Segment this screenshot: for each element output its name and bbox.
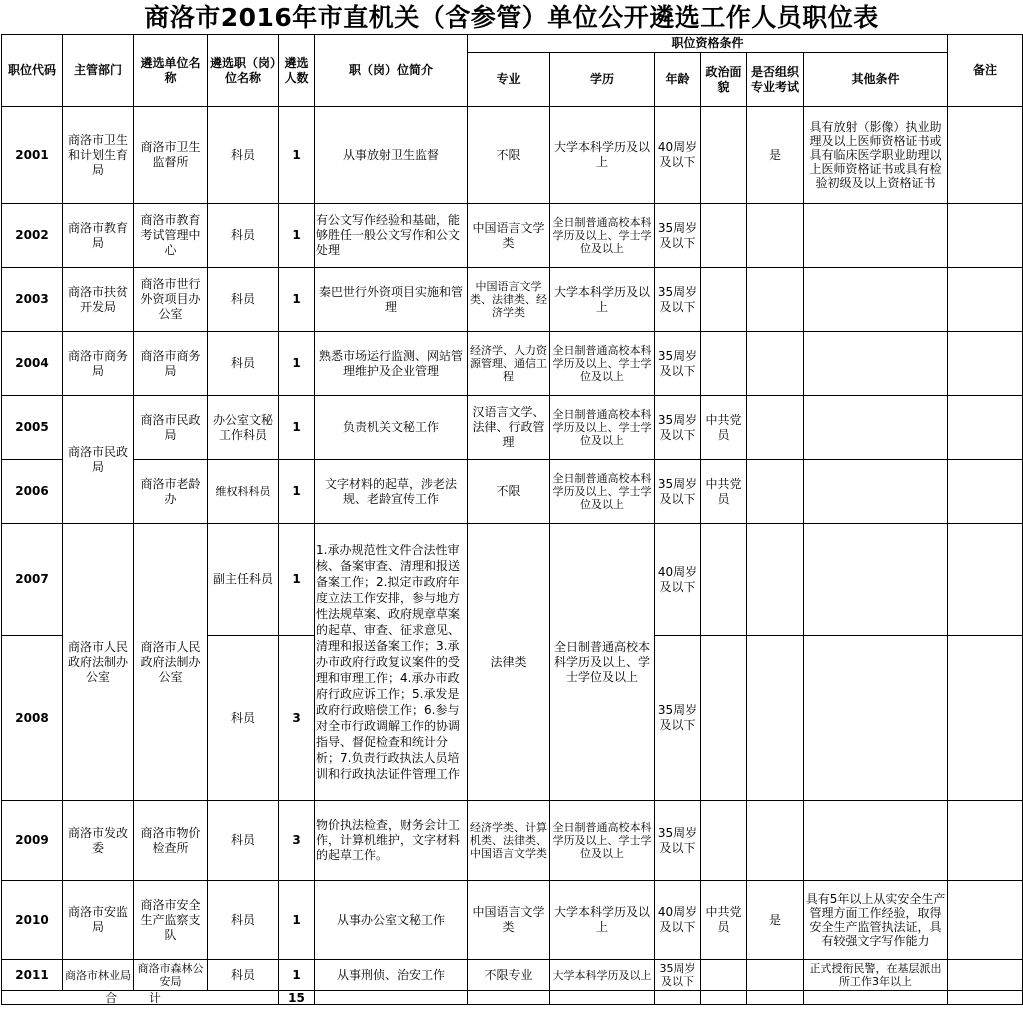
cell-education: 大学本科学历及以上 bbox=[550, 268, 655, 332]
cell-dept: 商洛市发改委 bbox=[63, 801, 134, 881]
cell-other bbox=[804, 204, 948, 268]
cell-dept: 商洛市林业局 bbox=[63, 960, 134, 991]
cell-remark bbox=[948, 460, 1023, 524]
header-qualification-group: 职位资格条件 bbox=[468, 35, 948, 53]
cell-education: 全日制普通高校本科学历及以上、学士学位及以上 bbox=[550, 396, 655, 460]
table-row bbox=[2, 107, 1023, 204]
cell-dept: 商洛市卫生和计划生育局 bbox=[63, 107, 134, 204]
cell-dept: 商洛市扶贫开发局 bbox=[63, 268, 134, 332]
cell-major: 不限 bbox=[468, 460, 550, 524]
cell-political bbox=[701, 636, 747, 801]
cell-remark bbox=[948, 396, 1023, 460]
total-empty-cell bbox=[747, 991, 804, 1005]
cell-age: 35周岁及以下 bbox=[655, 460, 701, 524]
cell-code: 2005 bbox=[2, 396, 63, 460]
cell-unit: 商洛市民政局 bbox=[134, 396, 208, 460]
cell-major: 汉语言文学、法律、行政管理 bbox=[468, 396, 550, 460]
cell-political bbox=[701, 268, 747, 332]
cell-intro: 文字材料的起草，涉老法规、老龄宣传工作 bbox=[315, 460, 468, 524]
cell-intro: 负责机关文秘工作 bbox=[315, 396, 468, 460]
table-row bbox=[2, 268, 1023, 332]
total-row bbox=[2, 991, 1023, 1005]
cell-other: 正式授衔民警，在基层派出所工作3年以上 bbox=[804, 960, 948, 991]
cell-count: 1 bbox=[279, 107, 315, 204]
page-title: 商洛市2016年市直机关（含参管）单位公开遴选工作人员职位表 bbox=[144, 3, 879, 32]
cell-code: 2010 bbox=[2, 881, 63, 960]
cell-count: 1 bbox=[279, 268, 315, 332]
cell-unit: 商洛市世行外资项目办公室 bbox=[134, 268, 208, 332]
cell-intro: 1.承办规范性文件合法性审核、备案审查、清理和报送备案工作；2.拟定市政府年度立法工作安排，参与地方性法规草案、政府规章草案的起草、审查、征求意见、清理和报送备案工作；3.承办市政府行政复议案件的受理和审理工作；4.承办市政府行政应诉工作；5.承发是政府行政赔偿工作；6.参与对全市行政调解工作的协调指导、督促检查和统计分析；7.负责行政执法人员培训和行政执法证件管理工作 bbox=[315, 524, 468, 801]
cell-unit: 商洛市商务局 bbox=[134, 332, 208, 396]
cell-count: 1 bbox=[279, 332, 315, 396]
cell-remark bbox=[948, 881, 1023, 960]
total-empty-cell bbox=[804, 991, 948, 1005]
cell-exam bbox=[747, 268, 804, 332]
table-row bbox=[2, 332, 1023, 396]
cell-remark bbox=[948, 801, 1023, 881]
cell-age: 35周岁及以下 bbox=[655, 960, 701, 991]
cell-code: 2011 bbox=[2, 960, 63, 991]
cell-code: 2002 bbox=[2, 204, 63, 268]
header-other: 其他条件 bbox=[804, 53, 948, 107]
cell-post: 维权科科员 bbox=[208, 460, 279, 524]
cell-count: 1 bbox=[279, 881, 315, 960]
cell-other bbox=[804, 636, 948, 801]
cell-remark bbox=[948, 332, 1023, 396]
cell-intro: 秦巴世行外资项目实施和管理 bbox=[315, 268, 468, 332]
cell-code: 2006 bbox=[2, 460, 63, 524]
cell-education: 全日制普通高校本科学历及以上、学士学位及以上 bbox=[550, 524, 655, 801]
header-unit: 遴选单位名称 bbox=[134, 35, 208, 107]
header-count: 遴选人数 bbox=[279, 35, 315, 107]
cell-post: 科员 bbox=[208, 636, 279, 801]
cell-intro: 从事办公室文秘工作 bbox=[315, 881, 468, 960]
cell-intro: 从事刑侦、治安工作 bbox=[315, 960, 468, 991]
cell-count: 1 bbox=[279, 204, 315, 268]
cell-major: 中国语言文学类 bbox=[468, 881, 550, 960]
cell-age: 40周岁及以下 bbox=[655, 881, 701, 960]
cell-exam bbox=[747, 524, 804, 636]
cell-major: 经济学类、计算机类、法律类、中国语言文学类 bbox=[468, 801, 550, 881]
cell-education: 大学本科学历及以上 bbox=[550, 881, 655, 960]
cell-count: 1 bbox=[279, 460, 315, 524]
cell-post: 科员 bbox=[208, 332, 279, 396]
cell-post: 科员 bbox=[208, 268, 279, 332]
cell-exam: 是 bbox=[747, 107, 804, 204]
cell-other: 具有5年以上从实安全生产管理方面工作经验，取得安全生产监管执法证，具有较强文字写作能力 bbox=[804, 881, 948, 960]
cell-other bbox=[804, 460, 948, 524]
cell-age: 35周岁及以下 bbox=[655, 801, 701, 881]
cell-unit: 商洛市教育考试管理中心 bbox=[134, 204, 208, 268]
cell-dept: 商洛市人民政府法制办公室 bbox=[63, 524, 134, 801]
cell-major: 法律类 bbox=[468, 524, 550, 801]
total-count: 15 bbox=[279, 991, 315, 1005]
cell-unit: 商洛市物价检查所 bbox=[134, 801, 208, 881]
cell-education: 大学本科学历及以上 bbox=[550, 107, 655, 204]
cell-remark bbox=[948, 960, 1023, 991]
cell-intro: 熟悉市场运行监测、网站管理维护及企业管理 bbox=[315, 332, 468, 396]
cell-age: 35周岁及以下 bbox=[655, 636, 701, 801]
cell-unit: 商洛市卫生监督所 bbox=[134, 107, 208, 204]
cell-political bbox=[701, 960, 747, 991]
cell-intro: 有公文写作经验和基础，能够胜任一般公文写作和公文处理 bbox=[315, 204, 468, 268]
cell-dept: 商洛市教育局 bbox=[63, 204, 134, 268]
cell-exam: 是 bbox=[747, 881, 804, 960]
cell-age: 35周岁及以下 bbox=[655, 268, 701, 332]
header-code: 职位代码 bbox=[2, 35, 63, 107]
total-empty-cell bbox=[701, 991, 747, 1005]
cell-political bbox=[701, 801, 747, 881]
cell-intro: 从事放射卫生监督 bbox=[315, 107, 468, 204]
cell-count: 1 bbox=[279, 524, 315, 636]
cell-education: 全日制普通高校本科学历及以上、学士学位及以上 bbox=[550, 460, 655, 524]
cell-exam bbox=[747, 460, 804, 524]
cell-major: 中国语言文学类 bbox=[468, 204, 550, 268]
cell-count: 3 bbox=[279, 801, 315, 881]
cell-post: 科员 bbox=[208, 801, 279, 881]
cell-code: 2008 bbox=[2, 636, 63, 801]
total-empty-cell bbox=[315, 991, 468, 1005]
cell-political bbox=[701, 332, 747, 396]
header-post: 遴选职（岗）位名称 bbox=[208, 35, 279, 107]
table-row bbox=[2, 460, 1023, 524]
cell-post: 办公室文秘工作科员 bbox=[208, 396, 279, 460]
header-dept: 主管部门 bbox=[63, 35, 134, 107]
cell-exam bbox=[747, 960, 804, 991]
header-political: 政治面貌 bbox=[701, 53, 747, 107]
cell-education: 全日制普通高校本科学历及以上、学士学位及以上 bbox=[550, 801, 655, 881]
cell-political bbox=[701, 204, 747, 268]
cell-political: 中共党员 bbox=[701, 396, 747, 460]
total-empty-cell bbox=[550, 991, 655, 1005]
table-row bbox=[2, 396, 1023, 460]
cell-post: 科员 bbox=[208, 881, 279, 960]
cell-dept: 商洛市商务局 bbox=[63, 332, 134, 396]
cell-post: 科员 bbox=[208, 204, 279, 268]
cell-code: 2001 bbox=[2, 107, 63, 204]
cell-remark bbox=[948, 524, 1023, 636]
cell-education: 大学本科学历及以上 bbox=[550, 960, 655, 991]
cell-dept: 商洛市民政局 bbox=[63, 396, 134, 524]
total-empty-cell bbox=[468, 991, 550, 1005]
cell-exam bbox=[747, 801, 804, 881]
table-row bbox=[2, 801, 1023, 881]
cell-unit: 商洛市安全生产监察支队 bbox=[134, 881, 208, 960]
cell-education: 全日制普通高校本科学历及以上、学士学位及以上 bbox=[550, 332, 655, 396]
cell-major: 经济学、人力资源管理、通信工程 bbox=[468, 332, 550, 396]
cell-count: 1 bbox=[279, 396, 315, 460]
table-row bbox=[2, 960, 1023, 991]
cell-major: 不限专业 bbox=[468, 960, 550, 991]
cell-age: 40周岁及以下 bbox=[655, 107, 701, 204]
total-empty-cell bbox=[948, 991, 1023, 1005]
cell-other bbox=[804, 524, 948, 636]
cell-code: 2003 bbox=[2, 268, 63, 332]
cell-intro: 物价执法检查，财务会计工作，计算机维护，文字材料的起草工作。 bbox=[315, 801, 468, 881]
cell-post: 科员 bbox=[208, 107, 279, 204]
header-remark: 备注 bbox=[948, 35, 1023, 107]
cell-post: 科员 bbox=[208, 960, 279, 991]
cell-other bbox=[804, 332, 948, 396]
cell-exam bbox=[747, 204, 804, 268]
cell-political: 中共党员 bbox=[701, 881, 747, 960]
cell-other: 具有放射（影像）执业助理及以上医师资格证书或具有临床医学职业助理以上医师资格证书或具有检验初级及以上资格证书 bbox=[804, 107, 948, 204]
cell-political: 中共党员 bbox=[701, 460, 747, 524]
header-exam: 是否组织专业考试 bbox=[747, 53, 804, 107]
table-row bbox=[2, 204, 1023, 268]
cell-count: 3 bbox=[279, 636, 315, 801]
cell-remark bbox=[948, 204, 1023, 268]
cell-remark bbox=[948, 107, 1023, 204]
header-education: 学历 bbox=[550, 53, 655, 107]
cell-dept: 商洛市安监局 bbox=[63, 881, 134, 960]
table-row bbox=[2, 524, 1023, 636]
cell-exam bbox=[747, 396, 804, 460]
cell-major: 中国语言文学类、法律类、经济学类 bbox=[468, 268, 550, 332]
cell-age: 35周岁及以下 bbox=[655, 204, 701, 268]
position-table bbox=[1, 34, 1023, 1005]
cell-major: 不限 bbox=[468, 107, 550, 204]
cell-age: 35周岁及以下 bbox=[655, 332, 701, 396]
cell-exam bbox=[747, 332, 804, 396]
cell-unit: 商洛市森林公安局 bbox=[134, 960, 208, 991]
cell-remark bbox=[948, 636, 1023, 801]
cell-exam bbox=[747, 636, 804, 801]
header-intro: 职（岗）位简介 bbox=[315, 35, 468, 107]
cell-other bbox=[804, 801, 948, 881]
total-empty-cell bbox=[655, 991, 701, 1005]
total-label: 合 计 bbox=[2, 991, 279, 1005]
cell-post: 副主任科员 bbox=[208, 524, 279, 636]
table-row bbox=[2, 881, 1023, 960]
header-major: 专业 bbox=[468, 53, 550, 107]
cell-age: 40周岁及以下 bbox=[655, 524, 701, 636]
cell-other bbox=[804, 268, 948, 332]
header-age: 年龄 bbox=[655, 53, 701, 107]
cell-age: 35周岁及以下 bbox=[655, 396, 701, 460]
cell-education: 全日制普通高校本科学历及以上、学士学位及以上 bbox=[550, 204, 655, 268]
cell-political bbox=[701, 107, 747, 204]
cell-code: 2004 bbox=[2, 332, 63, 396]
cell-count: 1 bbox=[279, 960, 315, 991]
cell-code: 2007 bbox=[2, 524, 63, 636]
cell-political bbox=[701, 524, 747, 636]
cell-unit: 商洛市老龄办 bbox=[134, 460, 208, 524]
cell-other bbox=[804, 396, 948, 460]
cell-code: 2009 bbox=[2, 801, 63, 881]
cell-remark bbox=[948, 268, 1023, 332]
cell-unit: 商洛市人民政府法制办公室 bbox=[134, 524, 208, 801]
